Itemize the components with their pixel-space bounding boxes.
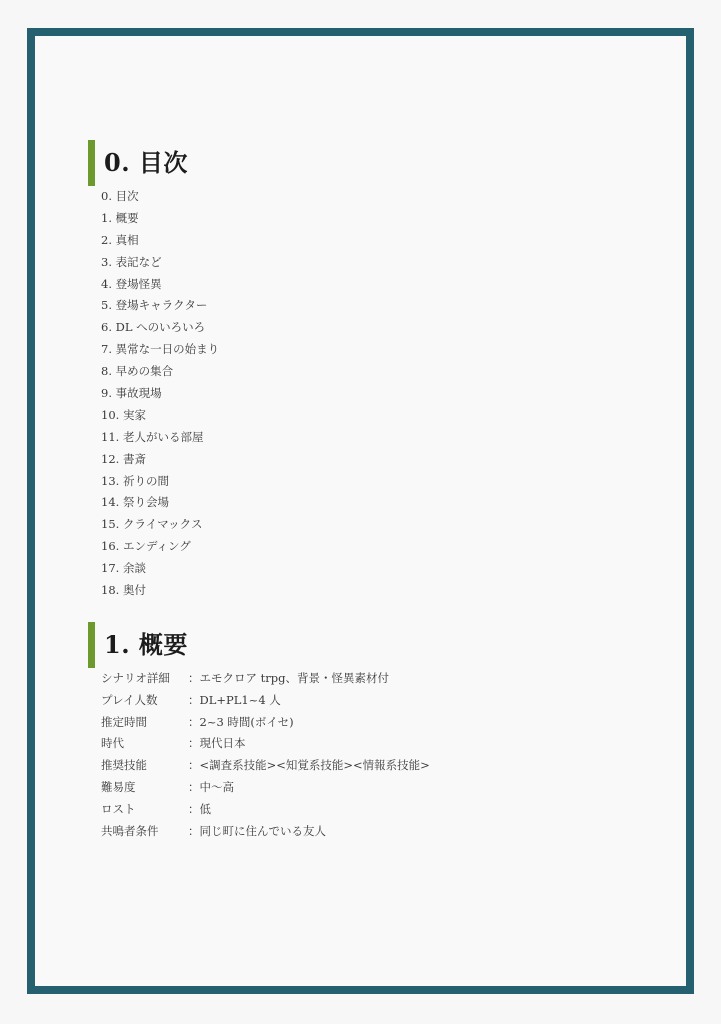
spec-value: ：2~3 時間(ボイセ) — [188, 714, 294, 729]
toc-list — [101, 186, 648, 602]
spec-value: ：中〜高 — [188, 779, 234, 794]
spec-label: 難易度 — [101, 779, 136, 794]
spec-row-recommended-skills — [101, 755, 648, 777]
toc-item[interactable]: 13. 祈りの間 — [101, 473, 169, 488]
toc-item[interactable]: 18. 奥付 — [101, 583, 146, 598]
toc-item[interactable]: 0. 目次 — [101, 189, 139, 203]
spec-row-players — [101, 690, 648, 712]
toc-item[interactable]: 1. 概要 — [101, 210, 139, 225]
spec-value: ：<調査系技能><知覚系技能><情報系技能> — [188, 758, 430, 773]
spec-label: プレイ人数 — [101, 692, 158, 707]
spec-value: ：低 — [188, 801, 211, 816]
toc-item[interactable]: 2. 真相 — [101, 232, 139, 247]
toc-item[interactable]: 11. 老人がいる部屋 — [101, 429, 204, 444]
toc-item[interactable]: 16. エンディング — [101, 539, 191, 554]
spec-label: 時代 — [101, 736, 124, 751]
spec-row-scenario-detail — [101, 668, 648, 690]
toc-item[interactable]: 15. クライマックス — [101, 517, 203, 532]
spec-label: ロスト — [101, 801, 136, 816]
heading-accent-bar — [88, 622, 95, 668]
toc-item[interactable]: 9. 事故現場 — [101, 386, 162, 401]
spec-row-difficulty — [101, 777, 648, 799]
toc-heading — [88, 140, 648, 186]
toc-item[interactable]: 17. 余談 — [101, 561, 146, 576]
toc-item[interactable]: 4. 登場怪異 — [101, 276, 162, 291]
spec-row-era — [101, 733, 648, 755]
toc-item[interactable]: 5. 登場キャラクター — [101, 298, 208, 313]
spec-label: 共鳴者条件 — [101, 823, 159, 838]
toc-section — [88, 140, 648, 602]
spec-value: ：同じ町に住んでいる友人 — [188, 823, 326, 838]
spec-label: 推定時間 — [101, 714, 147, 729]
toc-item[interactable]: 14. 祭り会場 — [101, 495, 169, 510]
overview-section — [88, 622, 648, 842]
overview-spec-table — [101, 668, 648, 842]
spec-row-estimated-time — [101, 712, 648, 734]
spec-label: シナリオ詳細 — [101, 671, 170, 685]
toc-item[interactable]: 7. 異常な一日の始まり — [101, 342, 220, 357]
toc-item[interactable]: 12. 書斎 — [101, 451, 146, 466]
toc-item[interactable]: 6. DL へのいろいろ — [101, 320, 206, 335]
toc-item[interactable]: 10. 実家 — [101, 407, 146, 422]
overview-heading — [88, 622, 648, 668]
overview-heading-text: 1. 概要 — [104, 630, 188, 659]
spec-value: ：現代日本 — [188, 736, 246, 751]
spec-label: 推奨技能 — [101, 758, 147, 773]
toc-item[interactable]: 3. 表記など — [101, 254, 162, 269]
spec-value: ：DL+PL1~4 人 — [188, 692, 281, 707]
heading-accent-bar — [88, 140, 95, 186]
spec-row-resonator-condition — [101, 821, 648, 843]
toc-item[interactable]: 8. 早めの集合 — [101, 364, 174, 379]
toc-heading-text: 0. 目次 — [104, 148, 188, 177]
spec-value: ：エモクロア trpg、背景・怪異素材付 — [188, 671, 389, 685]
spec-row-lost — [101, 799, 648, 821]
